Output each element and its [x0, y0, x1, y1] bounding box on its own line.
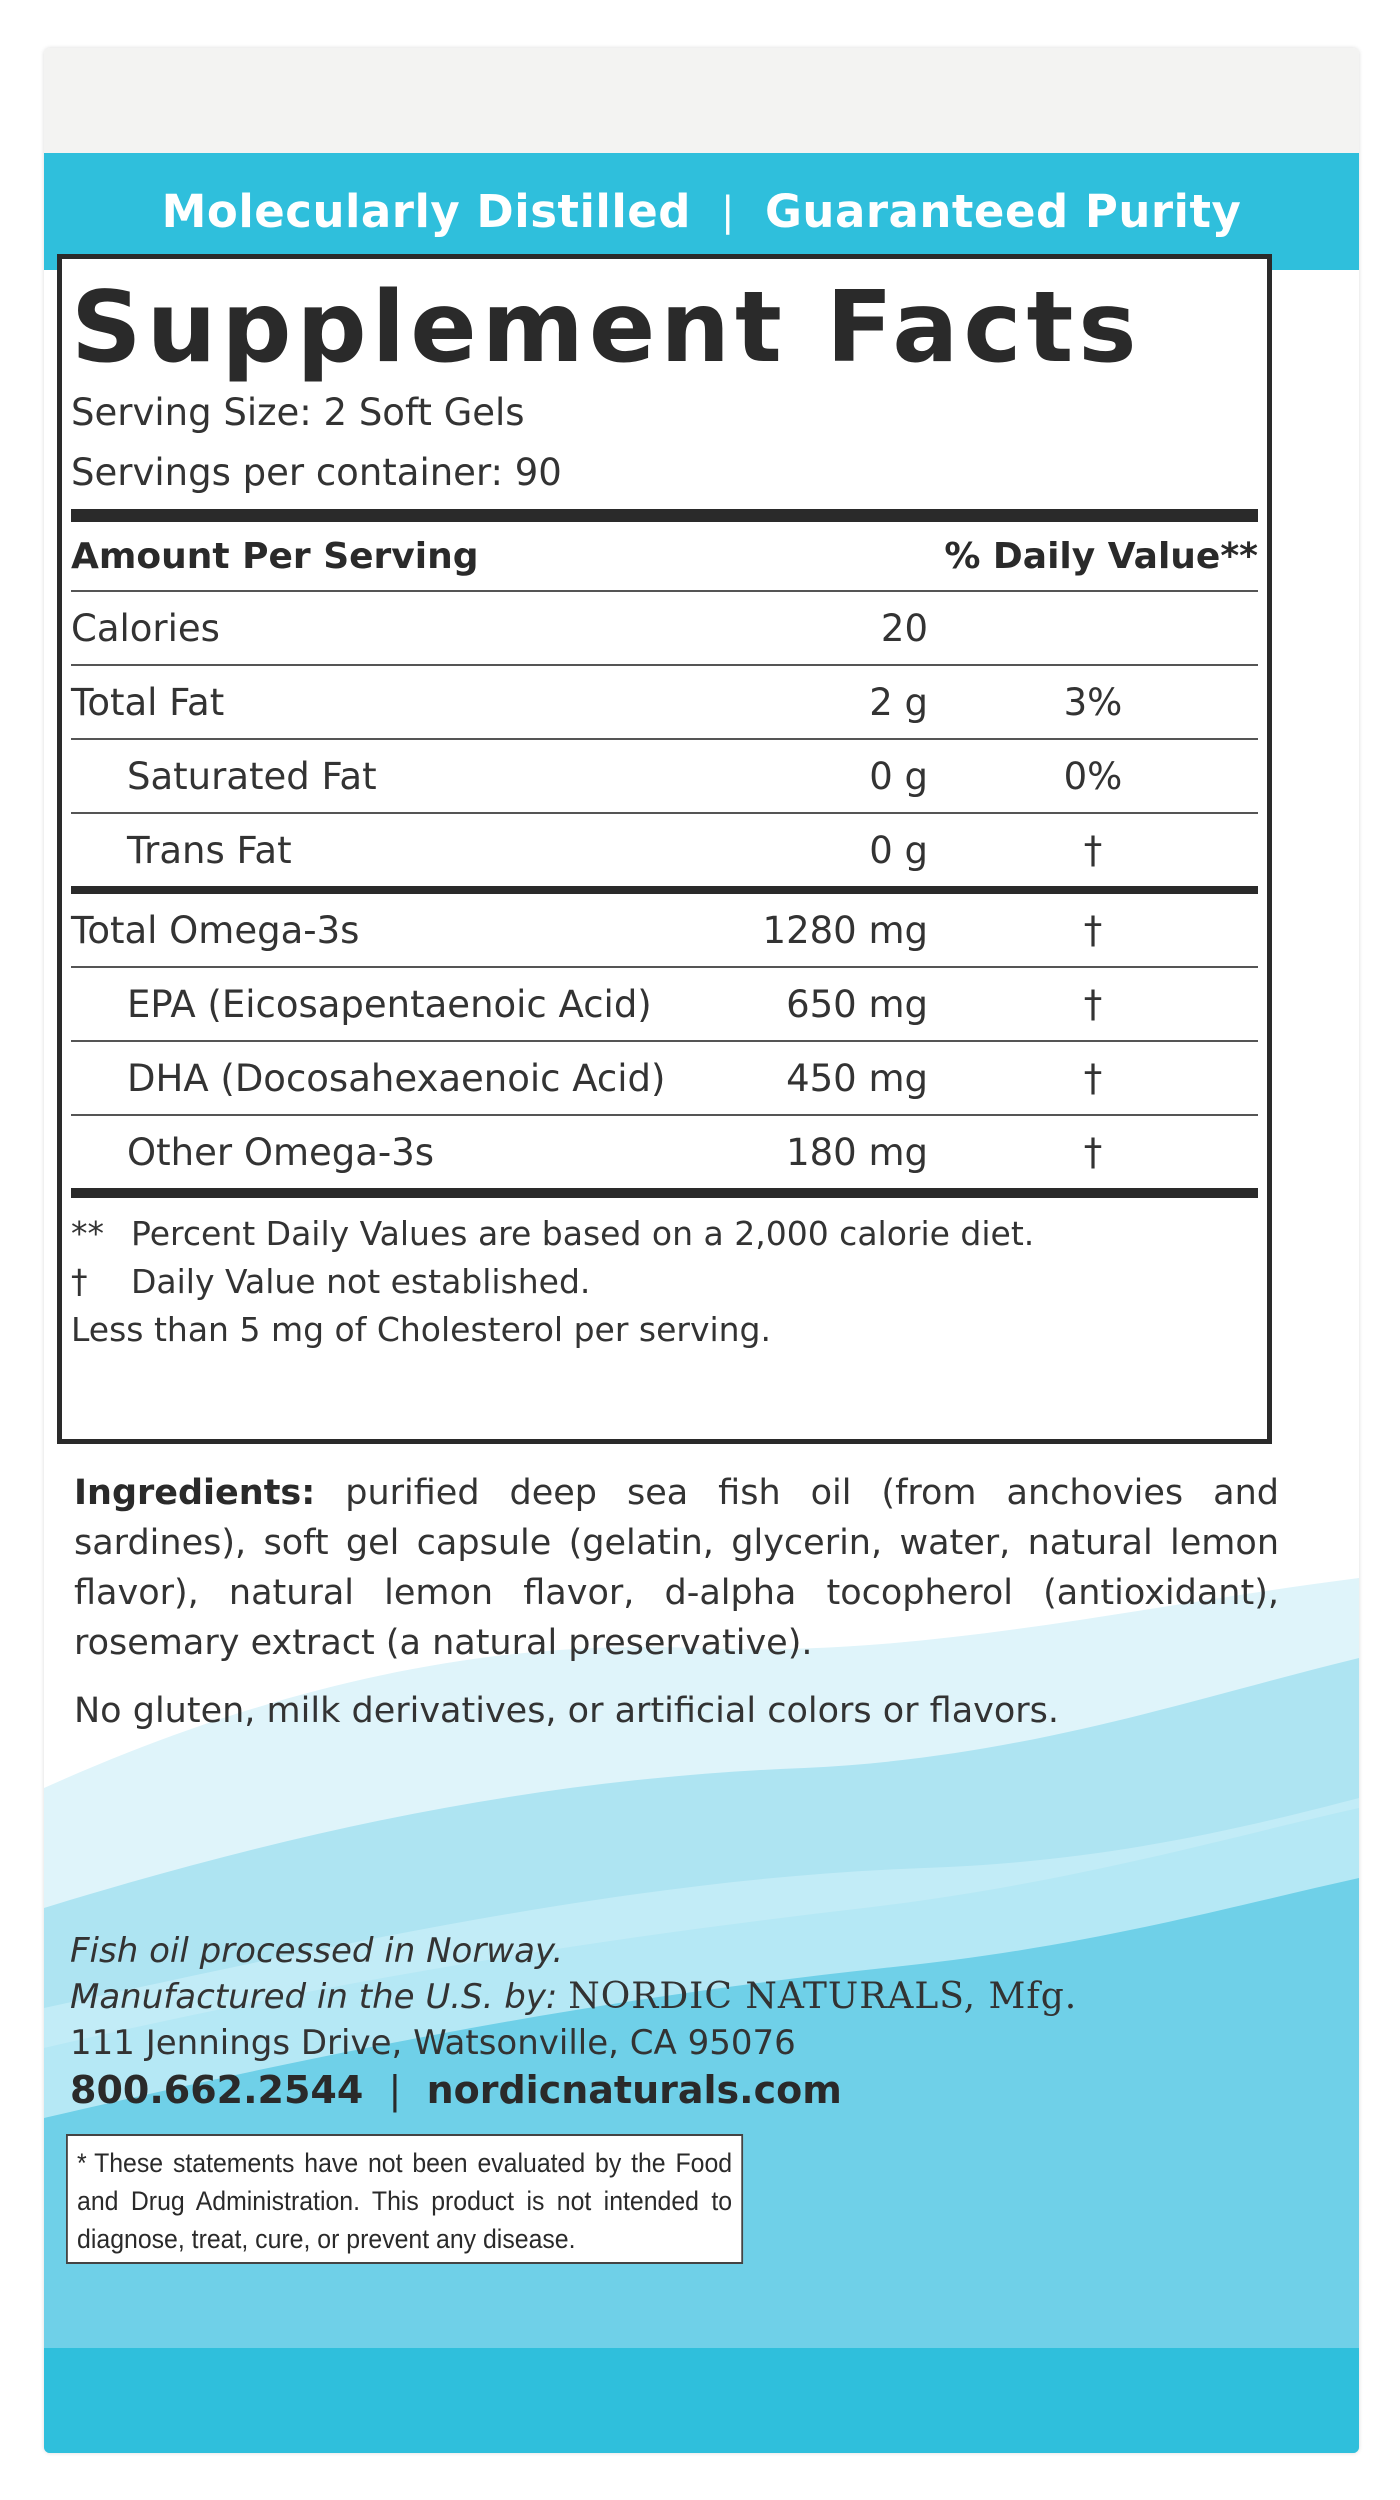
phone-number[interactable]: 800.662.2544	[70, 2068, 364, 2112]
nutrient-daily-value: †	[1083, 1056, 1103, 1100]
table-row	[71, 968, 1258, 1040]
heavy-rule	[71, 509, 1258, 522]
supplement-facts-panel	[57, 254, 1272, 1444]
banner-separator: |	[721, 188, 735, 235]
nutrient-daily-value: †	[1083, 828, 1103, 872]
footnote-daily-values	[71, 1210, 1258, 1258]
nutrient-daily-value: †	[1083, 1130, 1103, 1174]
manufacturer-info	[70, 1928, 1230, 2066]
address: 111 Jennings Drive, Watsonville, CA 95076	[70, 2023, 796, 2063]
ingredients-label: Ingredients:	[74, 1473, 316, 1513]
manufactured-by	[70, 1974, 1230, 2020]
table-row	[71, 1116, 1258, 1188]
nutrient-name: Calories	[71, 606, 220, 650]
brand-name: NORDIC NATURALS	[568, 1976, 964, 2017]
table-row	[71, 666, 1258, 738]
footnote-mark: †	[71, 1262, 88, 1301]
nutrient-name: Total Fat	[71, 680, 225, 724]
nutrient-amount: 180 mg	[786, 1130, 928, 1174]
disclaimer-text: These statements have not been evaluated by the Food and Drug Administration. This product is not intended to diagnose, treat, cure, or prevent any disease.	[77, 2148, 733, 2254]
ingredients-statement	[74, 1468, 1279, 1668]
disclaimer-star: *	[77, 2148, 87, 2178]
nutrient-amount: 0 g	[869, 754, 928, 798]
nutrient-name: Other Omega-3s	[127, 1130, 435, 1174]
table-row	[71, 740, 1258, 812]
processed-in: Fish oil processed in Norway.	[70, 1931, 564, 1971]
nutrient-name: EPA (Eicosapentaenoic Acid)	[127, 982, 652, 1026]
nutrient-name: Trans Fat	[127, 828, 292, 872]
top-gray-strip	[44, 48, 1359, 153]
footnote-text: Daily Value not established.	[131, 1262, 591, 1301]
banner-right-text: Guaranteed Purity	[764, 185, 1242, 238]
facts-header-row	[71, 522, 1258, 590]
nutrient-daily-value: 3%	[1063, 680, 1123, 724]
nutrient-daily-value: †	[1083, 982, 1103, 1026]
heavy-rule	[71, 1188, 1258, 1198]
servings-per-container: Servings per container: 90	[71, 451, 562, 494]
website-link[interactable]: nordicnaturals.com	[426, 2068, 842, 2112]
footnote-text: Percent Daily Values are based on a 2,000 calorie diet.	[131, 1214, 1035, 1253]
nutrient-daily-value: 0%	[1063, 754, 1123, 798]
nutrient-amount: 650 mg	[786, 982, 928, 1026]
nutrient-amount: 0 g	[869, 828, 928, 872]
nutrient-amount: 1280 mg	[762, 908, 928, 952]
header-daily-value: % Daily Value**	[944, 535, 1258, 577]
purity-banner	[44, 153, 1359, 270]
facts-title: Supplement Facts	[71, 271, 1142, 385]
header-amount-per-serving: Amount Per Serving	[71, 535, 479, 577]
brand-suffix: , Mfg.	[963, 1976, 1078, 2017]
footnote-cholesterol	[71, 1306, 1258, 1354]
serving-size: Serving Size: 2 Soft Gels	[71, 391, 525, 434]
nutrient-amount: 2 g	[869, 680, 928, 724]
footnote-mark: **	[71, 1214, 104, 1253]
nutrient-name: Total Omega-3s	[71, 908, 360, 952]
table-row	[71, 1042, 1258, 1114]
contact-separator: |	[388, 2068, 402, 2112]
medium-rule	[71, 886, 1258, 894]
nutrient-daily-value: †	[1083, 908, 1103, 952]
table-row	[71, 894, 1258, 966]
manufactured-prefix: Manufactured in the U.S. by:	[70, 1977, 558, 2017]
banner-left-text: Molecularly Distilled	[161, 185, 691, 238]
nutrient-amount: 20	[880, 606, 928, 650]
contact-line	[70, 2068, 1230, 2112]
nutrient-name: Saturated Fat	[127, 754, 377, 798]
table-row	[71, 592, 1258, 664]
free-from-statement: No gluten, milk derivatives, or artificial colors or flavors.	[74, 1691, 1060, 1731]
table-row	[71, 814, 1258, 886]
footnote-text: Less than 5 mg of Cholesterol per serving.	[71, 1310, 771, 1349]
fda-disclaimer-box	[66, 2134, 743, 2264]
footnote-not-established	[71, 1258, 1258, 1306]
facts-footnotes	[71, 1198, 1258, 1354]
ingredients-text: purified deep sea fish oil (from anchovies and sardines), soft gel capsule (gelatin, glycerin, water, natural lemon flavor), natural lemon flavor, d-alpha tocopherol (antioxidant), rosemary extract (a natural preservative).	[74, 1473, 1279, 1663]
nutrient-name: DHA (Docosahexaenoic Acid)	[127, 1056, 666, 1100]
bottom-band	[44, 2348, 1359, 2453]
nutrient-amount: 450 mg	[786, 1056, 928, 1100]
